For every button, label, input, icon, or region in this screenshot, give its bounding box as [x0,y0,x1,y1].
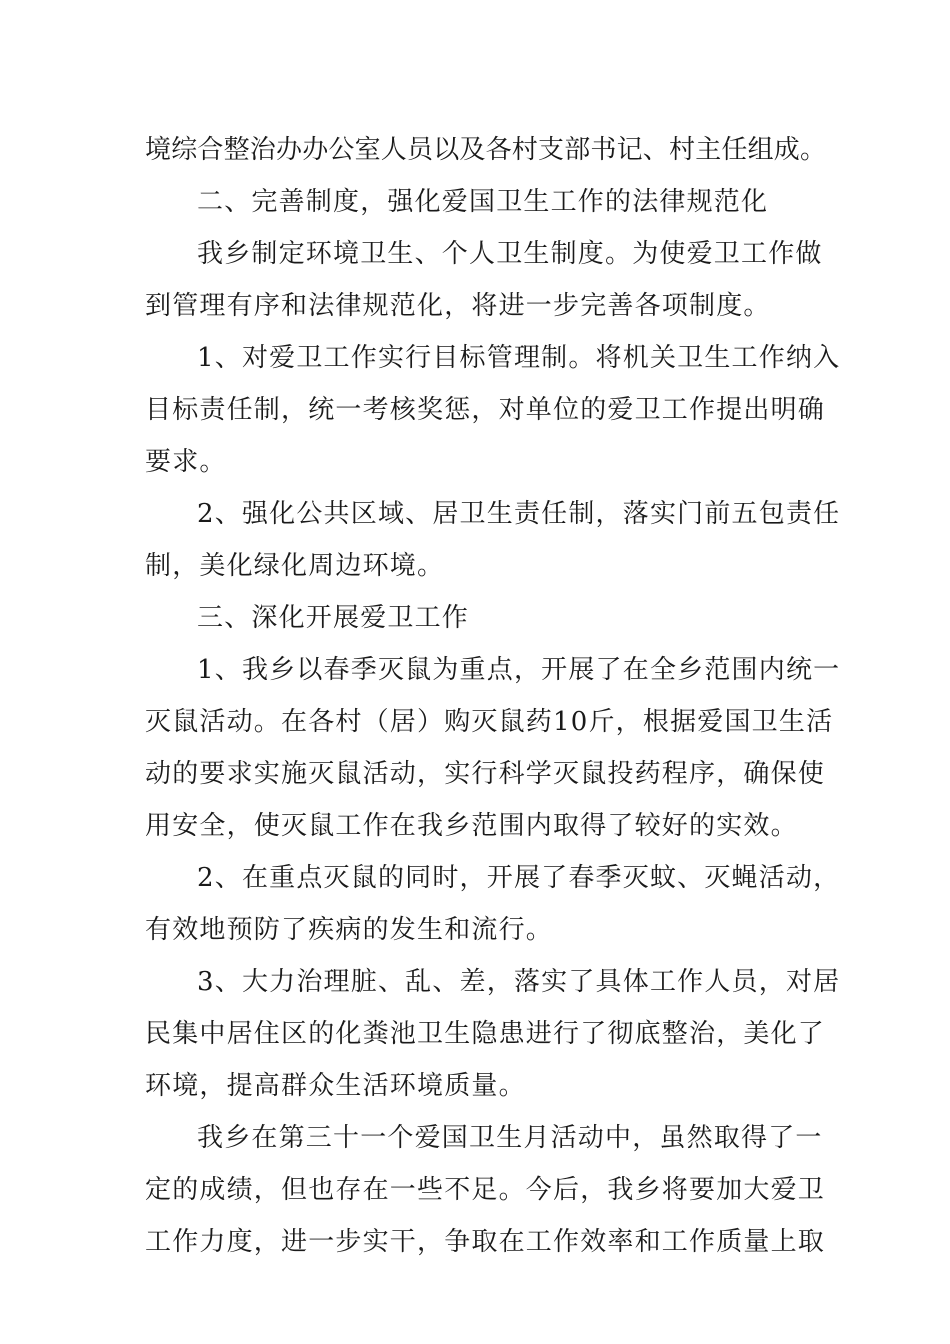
text-line: 我乡制定环境卫生、个人卫生制度。为使爱卫工作做 [197,239,823,269]
text-line: 要求。 [145,447,227,477]
text-line: 2、在重点灭鼠的同时，开展了春季灭蚊、灭蝇活动， [197,863,841,893]
text-line: 定的成绩，但也存在一些不足。今后，我乡将要加大爱卫 [145,1175,826,1205]
text-line: 1、对爱卫工作实行目标管理制。将机关卫生工作纳入 [197,343,841,373]
document-body [145,124,841,1268]
text-line: 境综合整治办办公室人员以及各村支部书记、村主任组成。 [145,135,827,165]
text-line: 动的要求实施灭鼠活动，实行科学灭鼠投药程序，确保使 [145,759,826,789]
text-line: 灭鼠活动。在各村（居）购灭鼠药10斤，根据爱国卫生活 [145,707,834,737]
text-line: 3、大力治理脏、乱、差，落实了具体工作人员，对居 [197,967,841,997]
text-line: 我乡在第三十一个爱国卫生月活动中，虽然取得了一 [197,1123,823,1153]
section-heading: 二、完善制度，强化爱国卫生工作的法律规范化 [197,187,769,217]
text-line: 2、强化公共区域、居卫生责任制，落实门前五包责任 [197,499,841,529]
text-line: 民集中居住区的化粪池卫生隐患进行了彻底整治，美化了 [145,1019,826,1049]
text-line: 用安全，使灭鼠工作在我乡范围内取得了较好的实效。 [145,811,798,841]
text-line: 到管理有序和法律规范化，将进一步完善各项制度。 [145,291,771,321]
text-line: 有效地预防了疾病的发生和流行。 [145,915,554,945]
text-line: 目标责任制，统一考核奖惩，对单位的爱卫工作提出明确 [145,395,826,425]
text-line: 环境，提高群众生活环境质量。 [145,1071,526,1101]
text-line: 制，美化绿化周边环境。 [145,551,445,581]
section-heading: 三、深化开展爱卫工作 [197,603,470,633]
text-line: 工作力度，进一步实干，争取在工作效率和工作质量上取 [145,1227,826,1257]
text-line: 1、我乡以春季灭鼠为重点，开展了在全乡范围内统一 [197,655,841,685]
